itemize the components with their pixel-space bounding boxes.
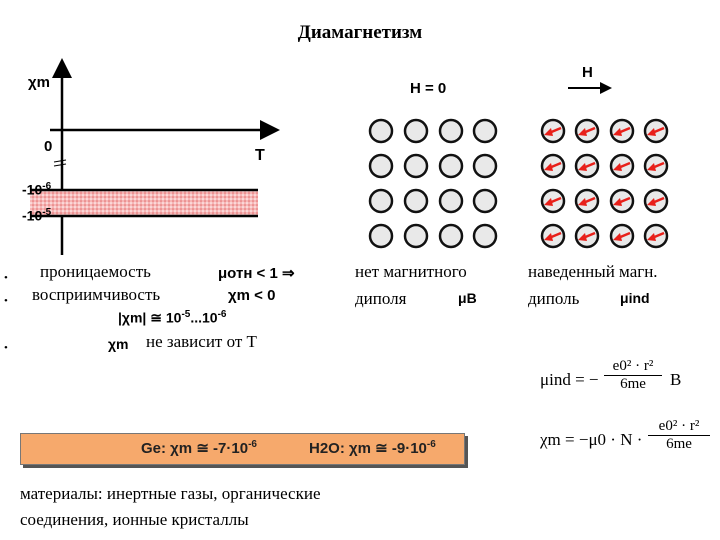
atom-with-induced-dipole [576,120,598,142]
mu-ind-numerator: e0² · r² [604,358,662,376]
mu-ind-denominator: 6me [620,376,646,392]
atom-with-induced-dipole [542,225,564,247]
materials-line-2: соединения, ионные кристаллы [20,510,249,529]
mu-ind-fraction [604,358,662,393]
atom-with-induced-dipole [645,190,667,212]
no-dipole-text-1: нет магнитного [355,262,467,281]
bullet-1: • [4,272,8,284]
chi-denominator: 6me [666,436,692,452]
atom-with-induced-dipole [611,225,633,247]
materials-line-1: материалы: инертные газы, органические [20,484,321,503]
atom-with-induced-dipole [542,190,564,212]
atom-with-induced-dipole [542,155,564,177]
chi-lhs: χm = −μ0 · N · [540,430,643,449]
magnitude-formula: |χm| ≅ $10^{-5}...10^{-6}$ [118,309,227,326]
tick-label-1e-6: $-10^{-6}$ [22,181,52,198]
induced-dipole-text-2: диполь [528,289,580,308]
chi-formula [540,418,720,468]
temperature-independence-text: не зависит от Т [146,332,257,351]
atom-with-induced-dipole [542,120,564,142]
atom-with-induced-dipole [611,120,633,142]
ge-value: Ge: χm ≅ $-7\cdot 10^{-6}$ [141,439,257,457]
permeability-text: проницаемость [40,262,151,281]
tick-label-1e-5: $-10^{-5}$ [22,207,52,224]
mu-ind-lhs: μind = − [540,370,599,389]
bullet-3: • [4,342,8,354]
chi-symbol: χm [108,336,129,352]
mu-ind-symbol: μind [620,290,650,306]
atom-with-induced-dipole [576,225,598,247]
atom-with-induced-dipole [576,155,598,177]
permeability-formula: μотн < 1 ⇒ [218,265,295,282]
induced-dipole-text-1: наведенный магн. [528,262,658,281]
page-title: Диамагнетизм [297,22,423,43]
mu-b-symbol: μB [458,290,477,306]
atom-with-induced-dipole [611,190,633,212]
atom-with-induced-dipole [645,225,667,247]
h-zero-label: H = 0 [410,80,447,97]
h2o-value: H2O: χm ≅ $-9\cdot 10^{-6}$ [309,439,436,457]
bullet-2: • [4,295,8,307]
no-dipole-text-2: диполя [355,289,407,308]
susceptibility-formula: χm < 0 [228,287,276,304]
atom-with-induced-dipole [611,155,633,177]
mu-ind-tail: B [670,370,682,389]
h-field-label: H [582,64,593,81]
origin-label: 0 [44,138,53,155]
atom-with-induced-dipole [645,155,667,177]
mu-ind-formula [540,358,715,408]
chi-fraction [648,418,710,453]
atom-with-induced-dipole [645,120,667,142]
chi-numerator: e0² · r² [648,418,710,436]
atom-with-induced-dipole [576,190,598,212]
x-axis-label: T [255,147,265,164]
y-axis-label: χm [28,74,50,91]
susceptibility-text: восприимчивость [32,285,161,304]
